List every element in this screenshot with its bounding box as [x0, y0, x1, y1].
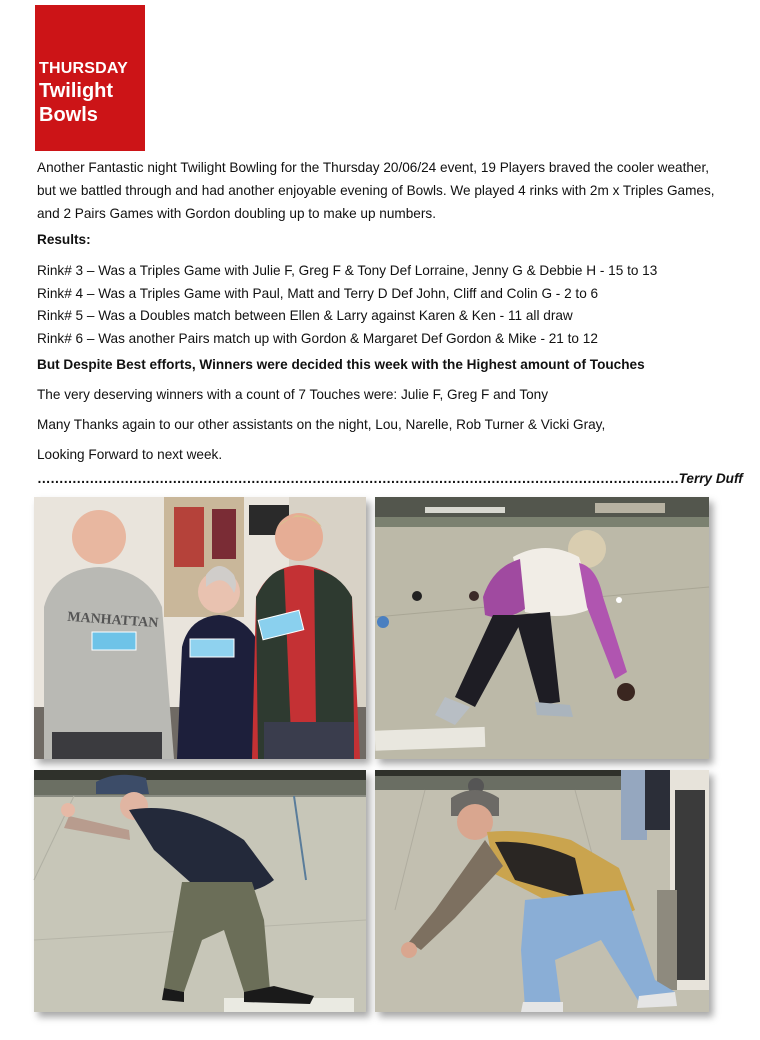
result-rink-5: Rink# 5 – Was a Doubles match between Ellen & Larry against Karen & Ken - 11 all draw — [37, 308, 573, 323]
signature-name: Terry Duff — [678, 471, 743, 486]
results-heading: Results: — [37, 232, 91, 247]
photo-winners-with-vouchers — [34, 497, 366, 759]
logo-line-bowls: Bowls — [39, 104, 98, 126]
photo-lady-bowling — [375, 497, 709, 759]
results-list — [37, 260, 727, 350]
sweatshirt-text: MANHATTAN — [66, 609, 159, 632]
result-rink-4: Rink# 4 – Was a Triples Game with Paul, Matt and Terry D Def John, Cliff and Colin G - 2 to 6 — [37, 285, 599, 301]
photo-man-in-cap-bowling — [34, 770, 366, 1012]
signature-line — [37, 471, 743, 486]
result-rink-3: Rink# 3 – Was a Triples Game with Julie F, Greg F & Tony Def Lorraine, Jenny G & Debbie H - 15 to 13 — [37, 263, 658, 278]
intro-paragraph: Another Fantastic night Twilight Bowling for the Thursday 20/06/24 event, 19 Players braved the cooler weather, but we battled through and had another enjoyable evening of Bowls. We played 4 rinks with 2m x Triples Games, and 2 Pairs Games with Gordon doubling up to make up numbers. — [37, 160, 715, 221]
thursday-twilight-bowls-logo — [35, 5, 145, 151]
closing-line: Looking Forward to next week. — [37, 447, 223, 462]
photo-man-in-beanie-bowling — [375, 770, 709, 1012]
logo-line-thursday: THURSDAY — [39, 60, 129, 77]
article-body — [37, 156, 727, 464]
signature-dots: ………………………………………………………………………………………………………………………………… — [37, 471, 679, 486]
thanks-line: Many Thanks again to our other assistants on the night, Lou, Narelle, Rob Turner & Vicki Gray, — [37, 417, 606, 432]
result-rink-6: Rink# 6 – Was another Pairs match up with Gordon & Margaret Def Gordon & Mike - 21 to 12 — [37, 330, 598, 346]
touches-statement: But Despite Best efforts, Winners were decided this week with the Highest amount of Touches — [37, 357, 645, 372]
winners-line: The very deserving winners with a count of 7 Touches were: Julie F, Greg F and Tony — [37, 387, 549, 402]
logo-line-twilight: Twilight — [39, 80, 114, 102]
